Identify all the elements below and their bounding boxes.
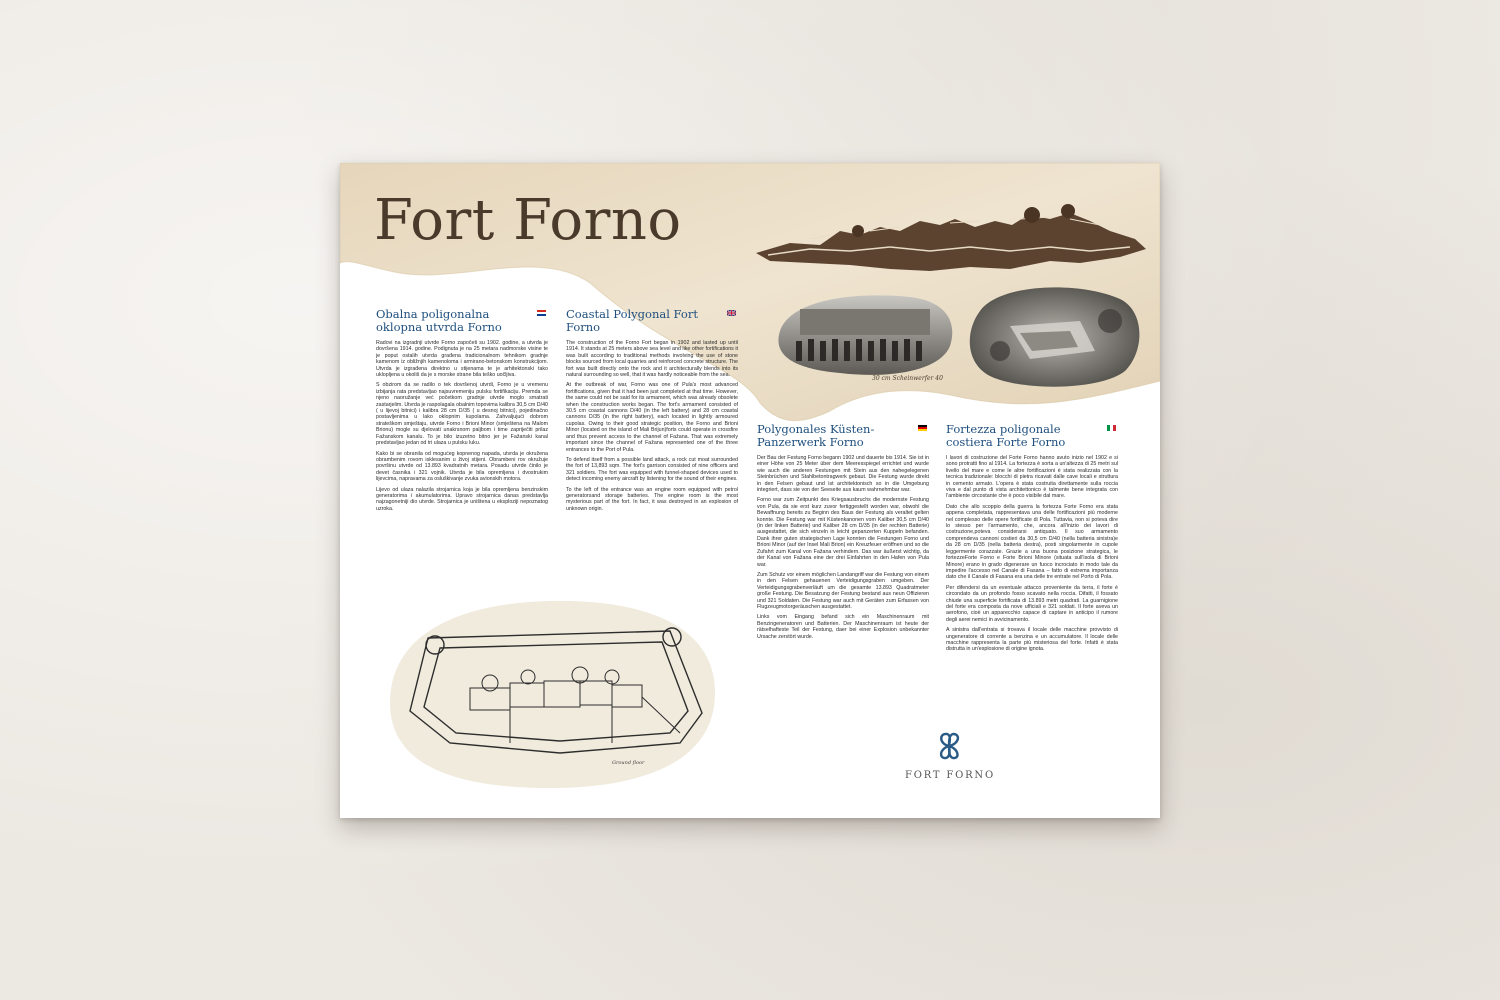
section-english (566, 308, 738, 516)
paragraph: Der Bau der Festung Forno begann 1902 und dauerte bis 1914. Sie ist in einer Höhe von 25 Meter über dem Meeresspiegel errichtet und wurde wie auch die anderen Festungen mit Stein aus den nahegelegenen Steinbrüchen und Stahlbetontragwerk gebaut. Die Festung wurde direkt in den Felsen gebaut und ist architektonisch so in die Umgebung integriert, dass sie von der Seeseite aus kaum wahrnehmbar war. (757, 455, 929, 494)
paragraph: Forno war zum Zeitpunkt des Kriegsausbruchs die modernste Festung von Pula, da sie erst kurz zuvor fertiggestellt worden war, obwohl die Bewaffnung bereits zu Beginn des Baus der Festung als veraltet gelten konnte. Die Festung war mit Küstenkanonen vom Kaliber 30,5 cm D/40 (in der linken Batterie) und Kaliber 28 cm D/35 (in der rechten Batterie) ausgestattet, die sich einzeln in leicht gepanzerten Kuppeln befanden. Dank ihrer guten strategischen Lage konnten die Festungen Forno und Brioni Minor (auf der Insel Mali Brion) ein Kreuzfeuer eröffnen und so die Zufahrt zum Kanal von Fažana verhindern. Das war äußerst wichtig, da der Kanal von Fažana eine der drei Einfahrten in den Hafen von Pula war. (757, 497, 929, 568)
section-heading: Coastal Polygonal Fort Forno (566, 307, 698, 334)
fort-forno-logo (933, 730, 965, 762)
paragraph: I lavori di costruzione del Forte Forno hanno avuto inizio nel 1902 e si sono protratti fino al 1914. La fortezza è sorta a un'altezza di 25 metri sul livello del mare e come le altre fortificazioni è stata realizzata con la tecnica tradizionale: blocchi di pietra ricavati dalle cave locali e struttura in cemento armato. L'opera è stata costruita direttamente sulla roccia viva e dal punto di vista architettonico è talmente bene integrata con l'ambiente circostante che è poco visibile dal mare. (946, 455, 1118, 500)
section-heading: Fortezza poligonale costiera Forte Forno (946, 422, 1066, 449)
paragraph: Radovi na izgradnji utvrde Forno započeti su 1902. godine, a utvrda je dovršena 1914. godine. Podignuta je na 25 metara nadmorske visine te je poput ostalih utvrda građena tradicionalnom tehnikom gradnje kamenom iz obližnjih kamenoloma i armirano-betonskom konstrukcijom. Utvrda je izgrađena direktno u stijenama te je arhitektonski tako uklopljena u okoliš da je s morske strane bila teško uočljiva. (376, 340, 548, 379)
poster-board (340, 163, 1160, 818)
aerial-photo (960, 281, 1145, 391)
paragraph: The construction of the Forno Fort began in 1902 and lasted up until 1914. It stands at 25 meters above sea level and like other fortifications it was built according to traditional methods involving the use of stone blocks sourced from local quarries and reinforced concrete structure. The fort was built directly onto the rock and it architecturally blends into its natural surrounding so well, that it was hardly noticeable from the sea. (566, 340, 738, 379)
paragraph: S obzirom da se radilo o tek dovršenoj utvrdi, Forno je u vremenu izbijanja rata predstavljao najsuvremeniju pulsku fortifikaciju. Premda se njeno naoružanje već početkom gradnje utvrde moglo smatrati zastarjelim. Utvrda je raspolagala obalnim topovima kalibra 30,5 cm D/40 ( u lijevoj bitnici) i kalibra 28 cm D/35 ( u desnoj bitnici), pojedinačno postavljenima u lako oklopnim kupolama. Zahvaljujući dobrom strateškom smještaju, utvrde Forno i Brioni Minor (smještena na Malom Brionu) mogle su djelovati unakrsnom paljbom i time zapriječiti prilaz Fažanskom kanalu. To je bilo izuzetno bitno jer je Fažanski kanal predstavljao jedan od tri ulaza u pulsku luku. (376, 382, 548, 447)
section-croatian (376, 308, 548, 516)
paragraph: To the left of the entrance was an engine room equipped with petrol generatorsand storage batteries. The engine room is the most mysterious part of the fort. In fact, it was destroyed in an explosion of unknown origin. (566, 486, 738, 512)
poster-title: Fort Forno (374, 188, 682, 253)
paragraph: To defend itself from a possible land attack, a rock cut moat surrounded the fort of 13,893 sqm. The fort's garrison consisted of nine officers and 321 soldiers. The fort was equipped with funnel-shaped devices used to detect incoming enemy aircraft by listening for the sound of their engines. (566, 456, 738, 483)
section-italian (946, 423, 1118, 657)
italian-flag-icon (1107, 425, 1116, 431)
floor-plan-drawing (380, 593, 720, 793)
section-heading: Obalna poligonalna oklopna utvrda Forno (376, 307, 502, 334)
paragraph: Per difendersi da un eventuale attacco proveniente da terra, il forte è circondato da un profondo fosso scavato nella roccia. Difatti, il fossato chiude una superficie fortificata di 13.893 metri quadrati. La guarnigione del forte era composta da nove ufficiali e 321 soldati. Il forte aveva un aerofono, cioè un apparecchio capace di captare in anticipo il rumore degli aerei nemici in avvicinamento. (946, 584, 1118, 623)
section-german (757, 423, 929, 644)
paragraph: Lijevo od ulaza nalazila strojarnica koja je bila opremljena benzinskim generatorima i akumulatorima. Upravo strojarnica danas predstavlja najzagonetniji dio utvrde. Strojarnica je uništena u eksploziji nepoznatog uzroka. (376, 486, 548, 512)
section-heading: Polygonales Küsten-Panzerwerk Forno (757, 422, 875, 449)
paragraph: Links vom Eingang befand sich ein Maschinenraum mit Benzingeneratoren und Batterien. Der Maschinenraum ist heute der rätselhafteste Teil der Festung, daer bei einer Explosion unbekannter Ursache zerstört wurde. (757, 614, 929, 640)
paragraph: Kako bi se obranila od mogućeg kopnenog napada, utvrda je okružena obrambenim rovom isklesanim u živoj stijeni. Obrambeni rov okružuje površinu utvrde od 13.893 kvadratnih metara. Posadu utvrde činilo je devet časnika i 321 vojnik. Utvrda je bila opremljena i dvostrukim lijevcima, napravama za osluškivanje zvuka avionskih motora. (376, 450, 548, 483)
croatian-flag-icon (537, 310, 546, 316)
paragraph: Dato che allo scoppio della guerra la fortezza Forte Forno era stata appena completata, rappresentava una delle fortificazioni più moderne nel complesso delle opere fortificate di Pola. Tuttavia, non si poteva dire lo stesso per l'armamento, che, ancora all'inizio dei lavori di costruzione,poteva considerarsi antiquato. Il suo armamento comprendeva cannoni costieri da 30,5 cm D/40 (nella batteria sinistra)e da 28 cm D/35 (nella batteria destra), posti singolarmente in cupole leggermente corazzate. Grazie a una buona posizione strategica, le fortezzeForte Forno e Forte Brioni Minore (situata sull'isola di Brioni Minore) erano in grado digenerare un fuoco incrociato in modo tale da impedire l'accesso nel Canale di Fasana – fatto di estrema importanza dato che il Canale di Fasana era una delle tre entrate nel Porto di Pola. (946, 503, 1118, 581)
soldiers-photo (770, 291, 958, 381)
photo-caption: 30 cm Scheinwerfer 40 (872, 375, 943, 382)
paragraph: A sinistra dall'entrata si trovava il locale delle macchine provvisto di ungeneratore di corrente a benzina e un accumulatore. Il locale delle macchine rappresenta la parte più misteriosa del forte. Infatti è stata distrutta in un'esplosione di origine ignota. (946, 627, 1118, 653)
german-flag-icon (918, 425, 927, 431)
logo-text: FORT FORNO (905, 770, 995, 781)
uk-flag-icon (727, 310, 736, 316)
fort-illustration (750, 191, 1150, 281)
plan-label: Ground floor (612, 760, 645, 766)
paragraph: Zum Schutz vor einem möglichen Landangriff war die Festung von einem in den Felsen gehauenen Verteidigungsgraben umgeben. Der Verteidigungsgrabenverläuft um die gesamte 13.893 Quadratmeter große Festung. Die Besatzung der Festung bestand aus neun Offizieren und 321 Soldaten. Die Festung war auch mit Geräten zum Erfassen von Flugzeugmotorgeräuschen ausgestattet. (757, 571, 929, 610)
paragraph: At the outbreak of war, Forno was one of Pula's most advanced fortifications, given that it had been just completed at that time. However, the same could not be said for its armament, which was already obsolete when the construction works began. The fort's armament consisted of 30.5 cm coastal cannons D/40 (in the left battery) and 28 cm coastal cannons D/35 (in the right battery), each located in lightly armoured cupolas. Owing to their good strategic position, the Forno and Brioni Minor (located on the island of Mali Brijun)forts could operate in crossfire and thus prevent access to the channel of Fažana. That was extremely important since the channel of Fažana represented one of the three entrances to the Port of Pula. (566, 382, 738, 453)
